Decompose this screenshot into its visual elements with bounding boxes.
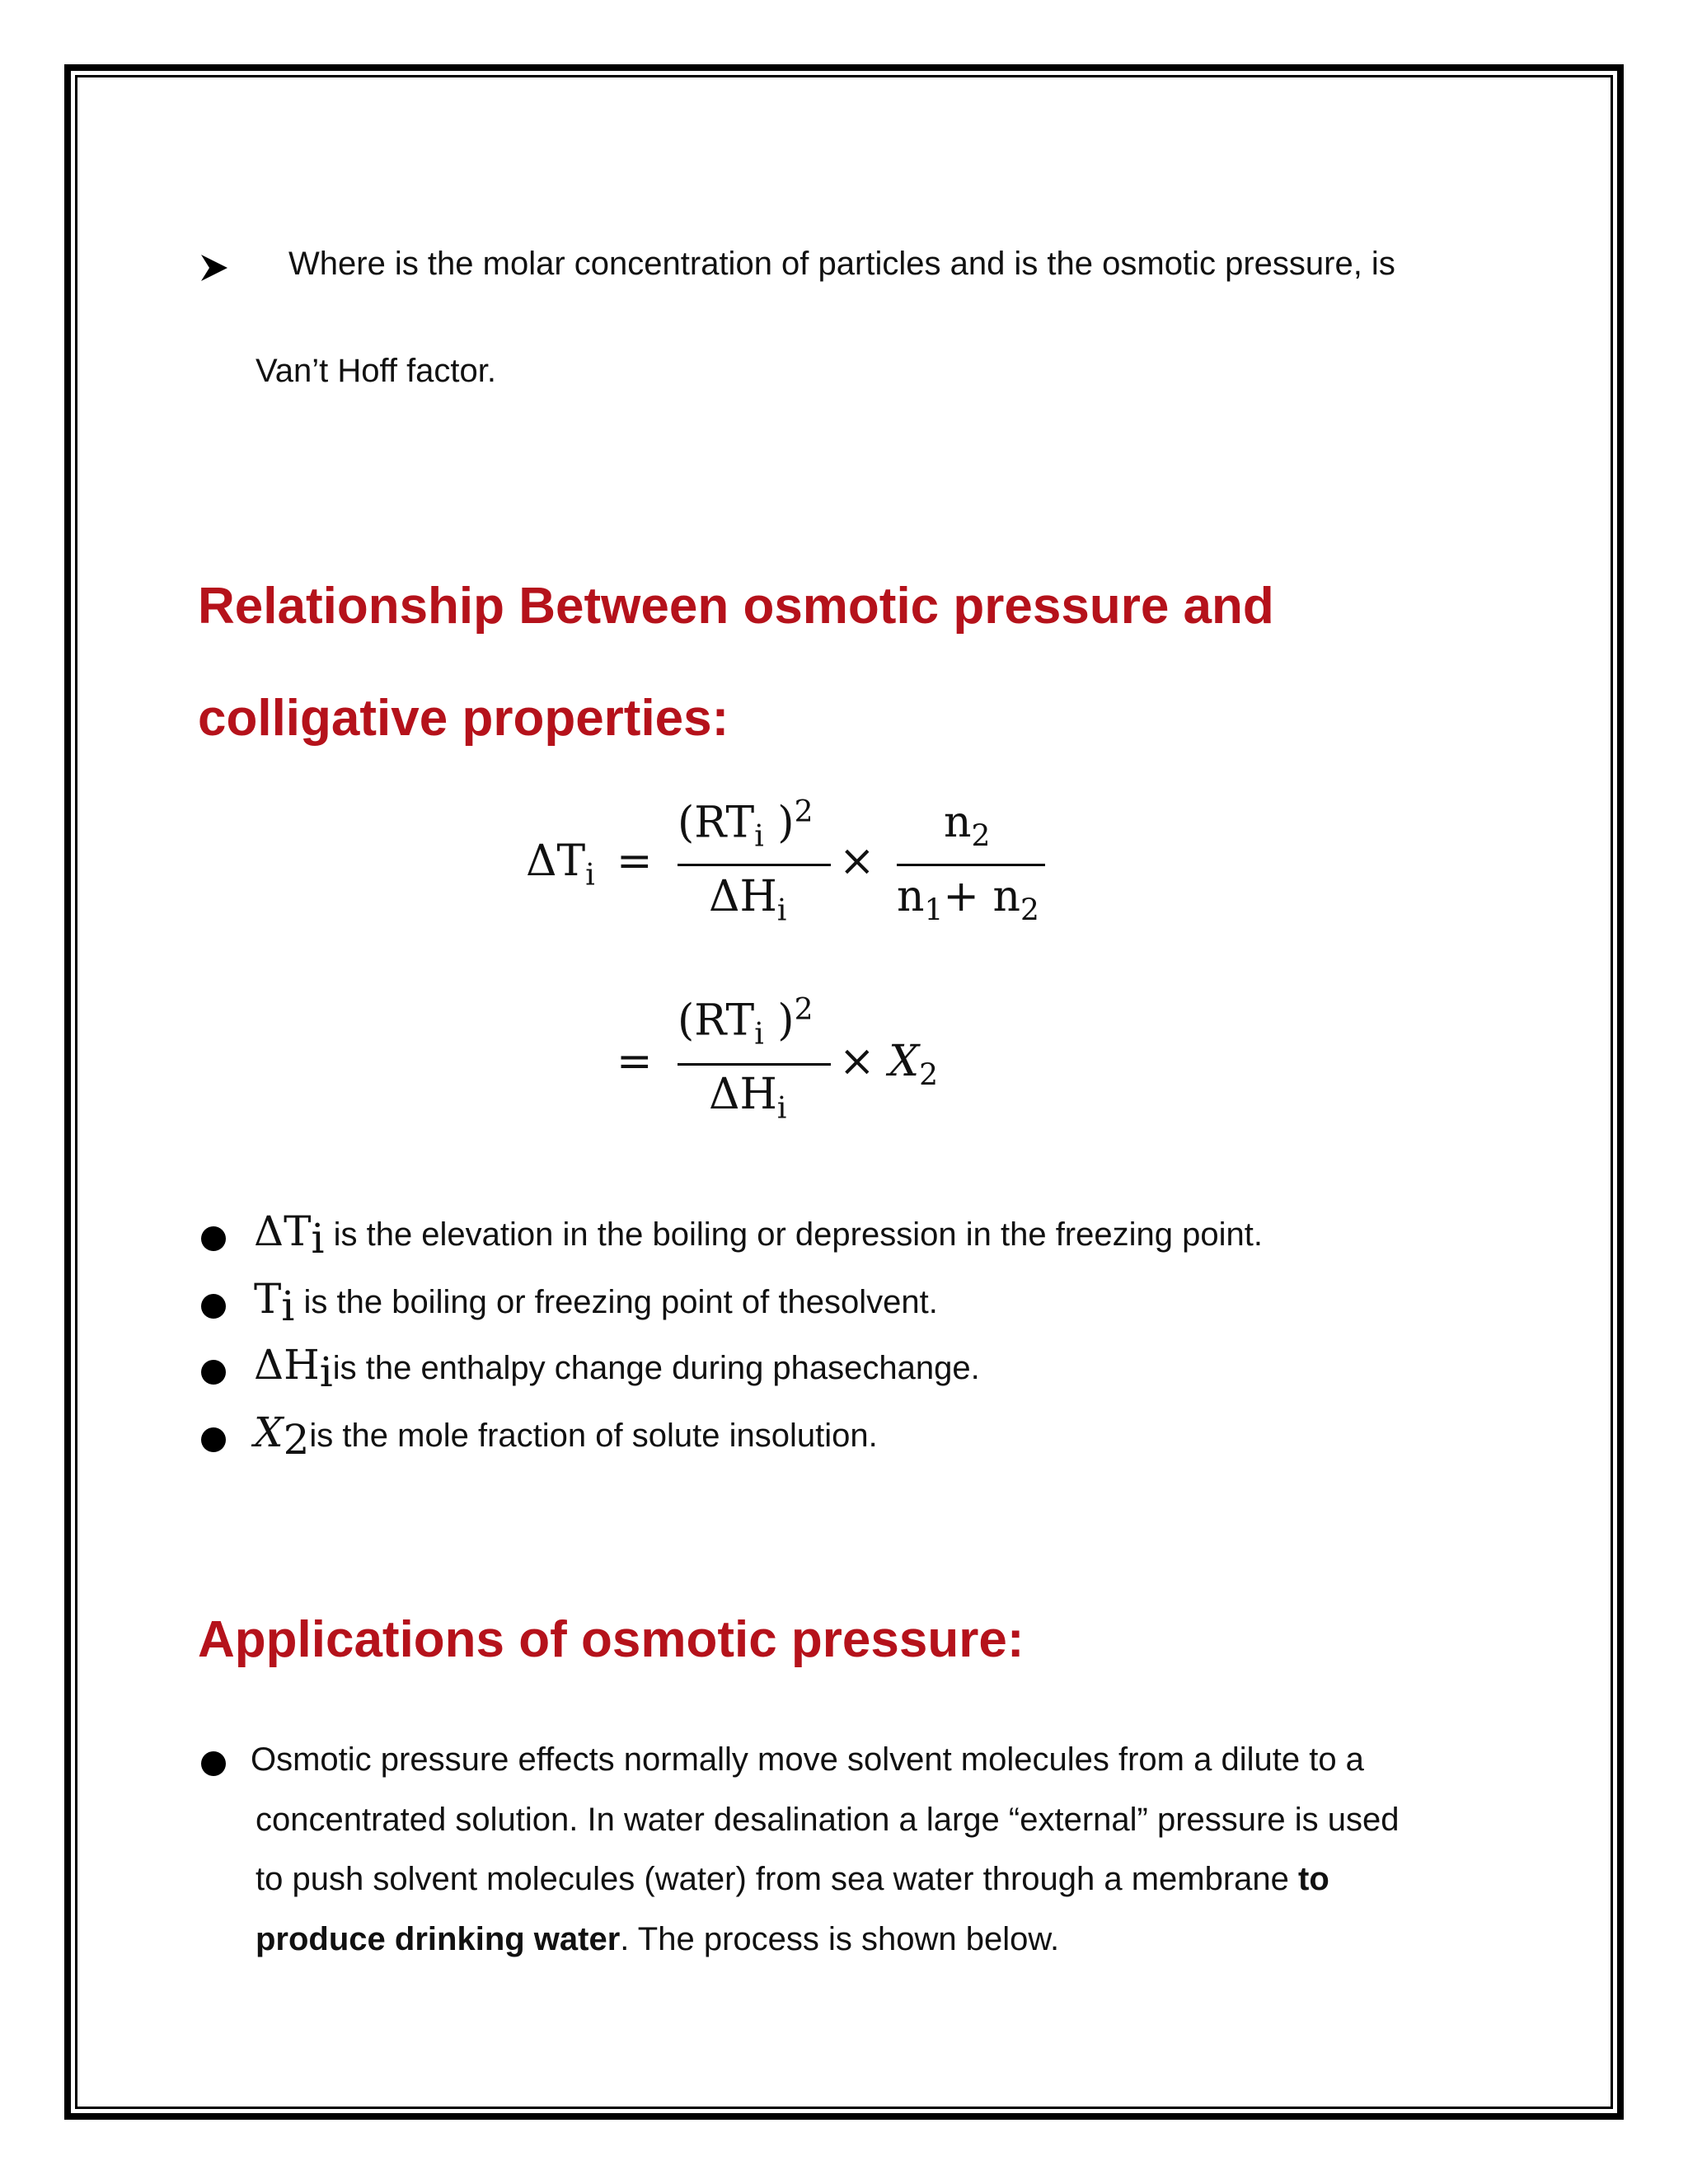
fraction-3-denominator: $\Delta H_i$ <box>709 1070 787 1126</box>
application-line-2: concentrated solution. In water desalination a large “external” pressure is used <box>256 1802 1400 1838</box>
application-line-1: Osmotic pressure effects normally move solvent molecules from a dilute to a <box>251 1741 1364 1778</box>
heading-relationship-line-2: colligative properties: <box>198 690 729 747</box>
bullet-dot <box>201 1226 226 1251</box>
definition-item: $T_i$ is the boiling or freezing point of thesolvent. <box>254 1275 938 1330</box>
times-symbol-2: × $X_2$ <box>839 1037 939 1093</box>
bullet-dot <box>201 1294 226 1319</box>
fraction-1-numerator: ($RT_i$ )$^2$ <box>678 795 814 854</box>
fraction-2-denominator: $n_1+ n_2$ <box>897 872 1039 928</box>
fraction-2-numerator: $n_2$ <box>944 798 991 854</box>
bullet-dot <box>201 1360 226 1385</box>
fraction-2-bar <box>897 864 1045 866</box>
fraction-1-bar <box>678 864 831 866</box>
application-line-4: produce drinking water. The process is shown below. <box>256 1921 1060 1957</box>
arrowhead-bullet-icon <box>198 251 231 284</box>
definition-item: $\Delta T_i$ is the elevation in the boiling or depression in the freezing point. <box>254 1207 1263 1263</box>
definition-item: $X_2is$ the mole fraction of solute insolution. <box>254 1408 878 1464</box>
definition-item: $\Delta H_iis$ the enthalpy change during phasechange. <box>254 1341 980 1396</box>
equation-equals-1: = <box>617 837 653 886</box>
equation-equals-2: = <box>617 1037 653 1086</box>
equation-lhs: $\Delta T_i$ <box>526 837 595 893</box>
intro-line-1: Where is the molar concentration of particles and is the osmotic pressure, is <box>288 246 1395 282</box>
fraction-3-numerator: ($RT_i$ )$^2$ <box>678 993 814 1052</box>
bullet-dot <box>201 1751 226 1776</box>
heading-relationship-line-1: Relationship Between osmotic pressure and <box>198 578 1274 635</box>
bullet-dot <box>201 1427 226 1452</box>
intro-line-2: Van’t Hoff factor. <box>256 353 497 389</box>
application-line-3: to push solvent molecules (water) from sea water through a membrane to <box>256 1861 1329 1897</box>
heading-applications: Applications of osmotic pressure: <box>198 1611 1025 1668</box>
fraction-1-denominator: $\Delta H_i$ <box>709 872 787 928</box>
times-symbol-1: × <box>839 837 875 886</box>
fraction-3-bar <box>678 1063 831 1066</box>
